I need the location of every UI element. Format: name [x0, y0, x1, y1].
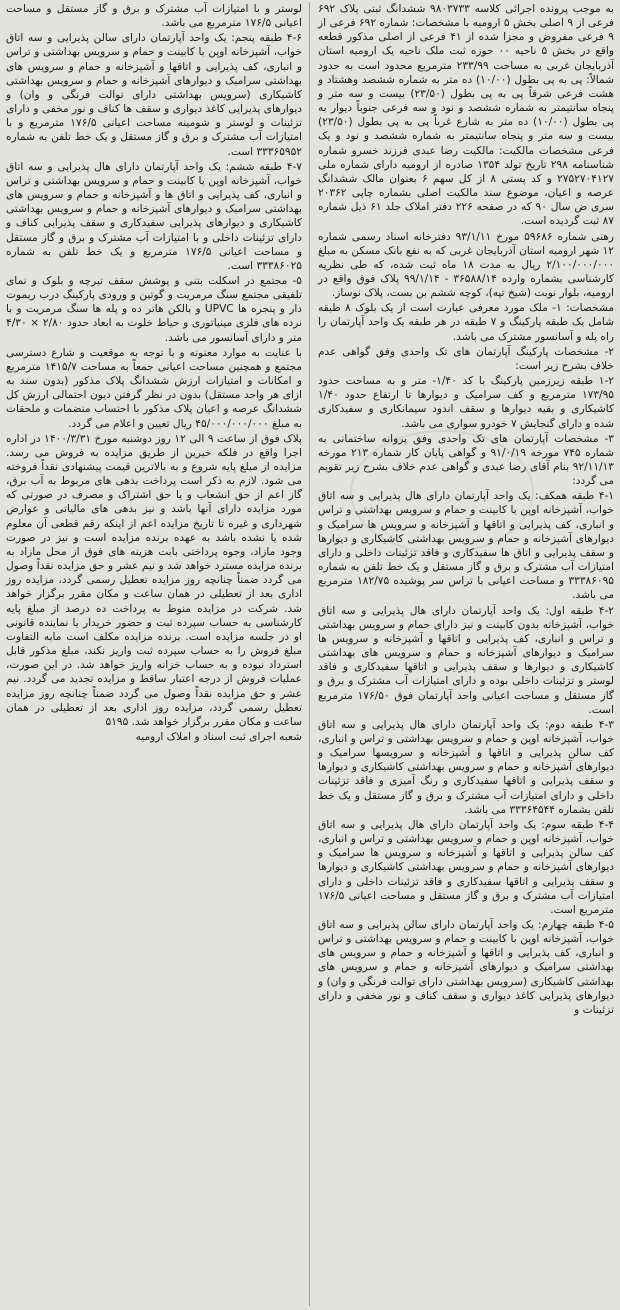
paragraph-fifth-floor: ۴-۶ طبقه پنجم: یک واحد آپارتمان دارای سالن پذیرایی و سه اتاق خواب، آشپزخانه اوپن با کابینت و حمام و سرویس بهداشتی و تراس و انباری، کف پذیرایی و اتاقها و آشپزخانه و حمام و سرویس های بهداشتی سرامیک و دیوارهای آشپزخانه و حمام و سرویس بهداشتی کاشیکاری (سرویس بهداشتی دارای توالت فرنگی و وان) و دیوارهای پذیرایی کاغذ دیواری و سقف ها کناف و نور مخفی و دارای تزئینات و لوستر و شومینه مساحت اعیانی ۱۷۶/۵ مترمربع و با امتیازات آب مشترک و برق و گاز مستقل و یک خط تلفن به شماره ۳۳۳۶۵۹۵۲ است.	[6, 32, 302, 158]
right-column	[314, 2, 616, 1306]
paragraph-fourth-floor: ۴-۵ طبقه چهارم: یک واحد آپارتمان دارای سالن پذیرایی و سه اتاق خواب، آشپزخانه اوپن با کابینت و حمام و سرویس بهداشتی و تراس و انباری، کف پذیرایی و اتاقها و آشپزخانه و حمام و سرویس های بهداشتی سرامیک و دیوارهای آشپزخانه و حمام و سرویس های بهداشتی کاشیکاری (سرویس بهداشتی دارای توالت فرنگی و وان) و دیوارهای پذیرایی کاغذ دیواری و سقف کناف و نور مخفی و دارای تزئینات و	[318, 919, 614, 1016]
left-column	[4, 2, 306, 1306]
column-divider	[309, 2, 310, 1306]
paragraph-first-floor: ۴-۲ طبقه اول: یک واحد آپارتمان دارای هال پذیرایی و سه اتاق خواب، آشپزخانه بدون کابینت و نیز دارای حمام و سرویس بهداشتی و تراس و انباری، کف پذیرایی و اتاقها و آشپزخانه و سرویس ها سرامیک و دیوارهای آشپزخانه و حمام و سرویس های بهداشتی کاشیکاری و دیوارها و سقف پذیرایی و اتاقها سفیدکاری و فاقد لوستر و تزئینات داخلی بوده و دارای امتیازات آب مشترک و برق و گاز مستقل و مساحت اعیانی واحد آپارتمان فوق ۱۷۶/۵۰ مترمربع است.	[318, 604, 614, 716]
paragraph-auction-terms: پلاک فوق از ساعت ۹ الی ۱۲ روز دوشنبه مورخ ۱۴۰۰/۳/۳۱ در اداره اجرا واقع در فلکه خیرین از طریق مزایده به فروش می رسد. مزایده از مبلغ پایه شروع و به بالاترین قیمت پیشنهادی نقداً فروخته می شود. لازم به ذکر است پرداخت بدهی های مربوط به آب برق، گاز اعم از حق انشعاب و یا حق اشتراک و مصرف در صورتی که مورد مزایده دارای آنها باشد و نیز بدهی های مالیاتی و عوارض شهرداری و غیره تا تاریخ مزایده اعم از اینکه رقم قطعی آن معلوم شده یا نشده باشد به عهده برنده مزایده است و نیز در صورت وجود مازاد، وجوه پرداختی بابت هزینه های فوق از محل مازاد به برنده مزایده مسترد خواهد شد و نیم عشر و حق مزایده نقداً وصول می گردد ضمناً چنانچه روز مزایده تعطیل رسمی گردد، مزایده روز اداری بعد از تعطیلی در همان ساعت و مکان مقرر برگزار خواهد شد. شرکت در مزایده منوط به پرداخت ده درصد از مبلغ پایه کارشناسی به حساب سپرده ثبت و حضور خریدار یا نماینده قانونی او در جلسه مزایده است. برنده مزایده مکلف است مابه التفاوت مبلغ فروش را به حساب سپرده ثبت واریز نکند، مبلغ مذکور قابل استرداد نبوده و به حساب خزانه واریز خواهد شد. در این صورت، عملیات فروش از درجه اعتبار ساقط و مزایده تجدید می گردد. نیم عشر و حق مزایده نقداً وصول می گردد ضمناً چنانچه روز مزایده تعطیل رسمی گردد، مزایده روز اداری بعد از تعطیلی در همان ساعت و مکان مقرر برگزار خواهد شد. ۵۱۹۵	[6, 432, 302, 728]
paragraph-structure: ۵- مجتمع در اسکلت بتنی و پوشش سقف تیرچه و بلوک و نمای تلفیقی مجتمع سنگ مرمریت و گوتین و ورودی پارکینگ درب ریموت دار و پنجره ها UPVC و بالکن هاتر ده و پله ها سنگ مرمریت و با نرده های فلزی مینیاتوری و حیاط خلوت به ابعاد حدود ۲/۸۰ × ۴/۳۰ متر و دارای آسانسور می باشد.	[6, 274, 303, 344]
paragraph-specs-1: مشخصات: ۱- ملک مورد معرفی عبارت است از یک بلوک ۸ طبقه شامل یک طبقه پارکینگ و ۷ طبقه در هر طبقه یک واحد آپارتمان را راه پله و آسانسور مشترک می باشد.	[318, 302, 615, 343]
paragraph-specs-2: ۲- مشخصات پارکینگ آپارتمان های تک واحدی وفق گواهی عدم خلاف بشرح زیر است:	[318, 345, 614, 372]
paragraph-case-intro: به موجب پرونده اجرائی کلاسه ۹۸۰۳۷۳۳ ششدانگ ثبتی پلاک ۶۹۲ فرعی از ۹ اصلی بخش ۵ ارومیه با مشخصات: شماره ۶۹۲ فرعی از ۹ فرعی مفروض و مجزا شده از ۴۱ فرعی از اصلی مذکور قطعه واقع در بخش ۵ ناحیه ۰۰ حوزه ثبت ملک ناحیه یک ارومیه استان آذربایجان غربی به مساحت ۲۳۳/۹۹ مترمربع محدود است به حدود شمالاً: پی به پی بطول (۱۰/۰۰) ده متر به شماره ششصد وهشتاد و هشت فرعی شرقاً پی به پی بطول (۲۳/۵۰) بیست و سه متر و پنجاه سانتیمتر به شماره ششصد و نود و سه فرعی جنوباً دیوار به پی بطول (۱۰/۰۰) ده متر به شارع غرباً پی به پی بطول (۲۳/۵۰) بیست و سه متر و پنجاه سانتیمتر به شماره ششصد و نود و یک فرعی مشخصات مالکیت: مالکیت رضا عبدی فرزند خسرو شماره شناسنامه ۲۹۸ تاریخ تولد ۱۳۵۴ صادره از ارومیه دارای شماره ملی ۲۷۵۲۷۰۴۱۲۷ و کد پستی ۸ از کل سهم ۶ بعنوان مالک ششدانگ عرصه و اعیان، موضوع سند مالکیت اصلی بشماره چاپی ۲۰۳۶۲ سری ض سال ۹۰ که در صفحه ۲۲۶ دفتر املاک جلد ۶۱ ذیل شماره ۸۷ ثبت گردیده است.	[318, 3, 615, 228]
signature-line: شعبه اجرای ثبت اسناد و املاک ارومیه	[135, 730, 302, 743]
paragraph-ground-floor: ۴-۱ طبقه همکف: یک واحد آپارتمان دارای هال پذیرایی و سه اتاق خواب، آشپزخانه اوپن با کابینت و حمام و سرویس بهداشتی و تراس و انباری، کف پذیرایی و اتاقها و آشپزخانه و سرویس ها سرامیک و دیوارهای آشپزخانه و حمام و سرویس بهداشتی کاشیکاری و دیوارها و سقف پذیرایی و اتاق ها سفیدکاری و فاقد تزئینات داخلی و دارای امتیازات آب مشترک و برق و گاز مستقل و یک خط تلفن به شماره ۳۳۳۸۶۰۹۵ و مساحت اعیانی با تراس سر پوشیده ۱۸۲/۷۵ مترمربع می باشد.	[318, 490, 614, 602]
paragraph-specs-3: ۳- مشخصات آپارتمان های تک واحدی وفق پروانه ساختمانی به شماره ۷۴۵ مورخه ۹۱/۰/۱۹ و گواهی پایان کار شماره ۲۱۳ مورخه ۹۲/۱۱/۱۳ بنام آقای رضا عبدی و گواهی عدم خلاف بشرح زیر تقویم می گردد:	[318, 432, 614, 488]
paragraph-valuation: با عنایت به موارد معنونه و با توجه به موقعیت و شارع دسترسی مجتمع و همچنین مساحت اعیانی جمعاً به مساحت ۱۴۱۵/۷ مترمربع و امکانات و امتیازات ارزش ششدانگ پلاک مذکور (بدون سند به ازای هر واحد مستقل) بدون در نظر گرفتن دیون احتمالی ارزش کل ششدانگ عرصه و اعیان پلاک مذکور با احتساب منضمات و ملحقات به مبلغ ۴۵/۰۰۰/۰۰۰/۰۰۰ ریال تعیین و اعلام می گردد.	[6, 346, 302, 430]
paragraph-third-floor: ۴-۴ طبقه سوم: یک واحد آپارتمان دارای هال پذیرایی و سه اتاق خواب، آشپزخانه اوپن و حمام و سرویس بهداشتی و تراس و انباری، کف سالن پذیرایی و اتاقها و آشپزخانه و سرویس ها سرامیک و دیوارهای آشپزخانه و حمام و سرویس بهداشتی کاشیکاری و دیوارها و سقف پذیرایی و اتاقها سفیدکاری و فاقد تزئینات داخلی و دارای امتیازات آب مشترک و برق و گاز مستقل و مساحت اعیانی ۱۷۶/۵ مترمربع است.	[318, 818, 614, 916]
paragraph-fourth-floor-cont: لوستر و با امتیازات آب مشترک و برق و گاز مستقل و مساحت اعیانی ۱۷۶/۵ مترمربع می باشد.	[6, 3, 302, 30]
paragraph-sixth-floor: ۴-۷ طبقه ششم: یک واحد آپارتمان دارای هال پذیرایی و سه اتاق خواب، آشپزخانه اوپن با کابینت و حمام و سرویس بهداشتی و تراس و انباری، کف پذیرایی و اتاق ها و آشپزخانه و حمام و سرویس های بهداشتی سرامیک و دیوارهای آشپزخانه و حمام و سرویس بهداشتی کاشیکاری و دیوارهای پذیرایی سفیدکاری و سقف پذیرایی کناف و دارای تزئینات داخلی و با امتیازات آب مشترک و برق و گاز مستقل و مساحت اعیانی ۱۷۶/۵ مترمربع و یک خط تلفن به شماره ۳۳۳۸۶۰۲۵ است.	[6, 160, 302, 272]
paragraph-mortgage: رهنی شماره ۵۹۶۸۶ مورخ ۹۳/۱/۱۱ دفترخانه اسناد رسمی شماره ۱۲ شهر ارومیه استان آذربایجان غربی که به نفع بانک مسکن به مبلغ ۲/۱۰۰/۰۰۰/۰۰۰ ریال به مدت ۱۸ ماه ثبت شده، که طی نظریه کارشناسی بشماره وارده ۳۶۵۸۸/۱۴ - ۹۹/۱/۱۴ پلاک فوق واقع در ارومیه، بلوار نوبت (شیخ تپه)، کوچه ششم بن بست، پلاک نوساز.	[318, 230, 615, 300]
paragraph-parking: ۱-۲ طبقه زیرزمین پارکینگ با کد ۱/۴۰- متر و به مساحت حدود ۱۷۳/۹۵ مترمربع و کف سرامیک و دیوارها تا ارتفاع حدود ۱/۴۰ کاشیکاری و بقیه دیوارها و سقف اندود سیمانکاری و سفیدکاری شده و دارای گنجایش ۷ خودرو سواری می باشد.	[318, 375, 614, 430]
paragraph-second-floor: ۴-۳ طبقه دوم: یک واحد آپارتمان دارای هال پذیرایی و سه اتاق خواب، آشپزخانه اوپن و حمام و سرویس بهداشتی و تراس و انباری، کف سالن پذیرایی و اتاقها و آشپزخانه و سرویسها سرامیک و دیوارهای آشپزخانه و حمام و سرویس بهداشتی کاشیکاری و دیوارها و سقف پذیرایی و اتاقها سفیدکاری و رنگ آمیزی و فاقد تزئینات داخلی و دارای امتیازات آب مشترک و برق و گاز مستقل و یک خط تلفن بشماره ۳۳۳۶۴۵۴۴ می باشد.	[318, 718, 614, 816]
